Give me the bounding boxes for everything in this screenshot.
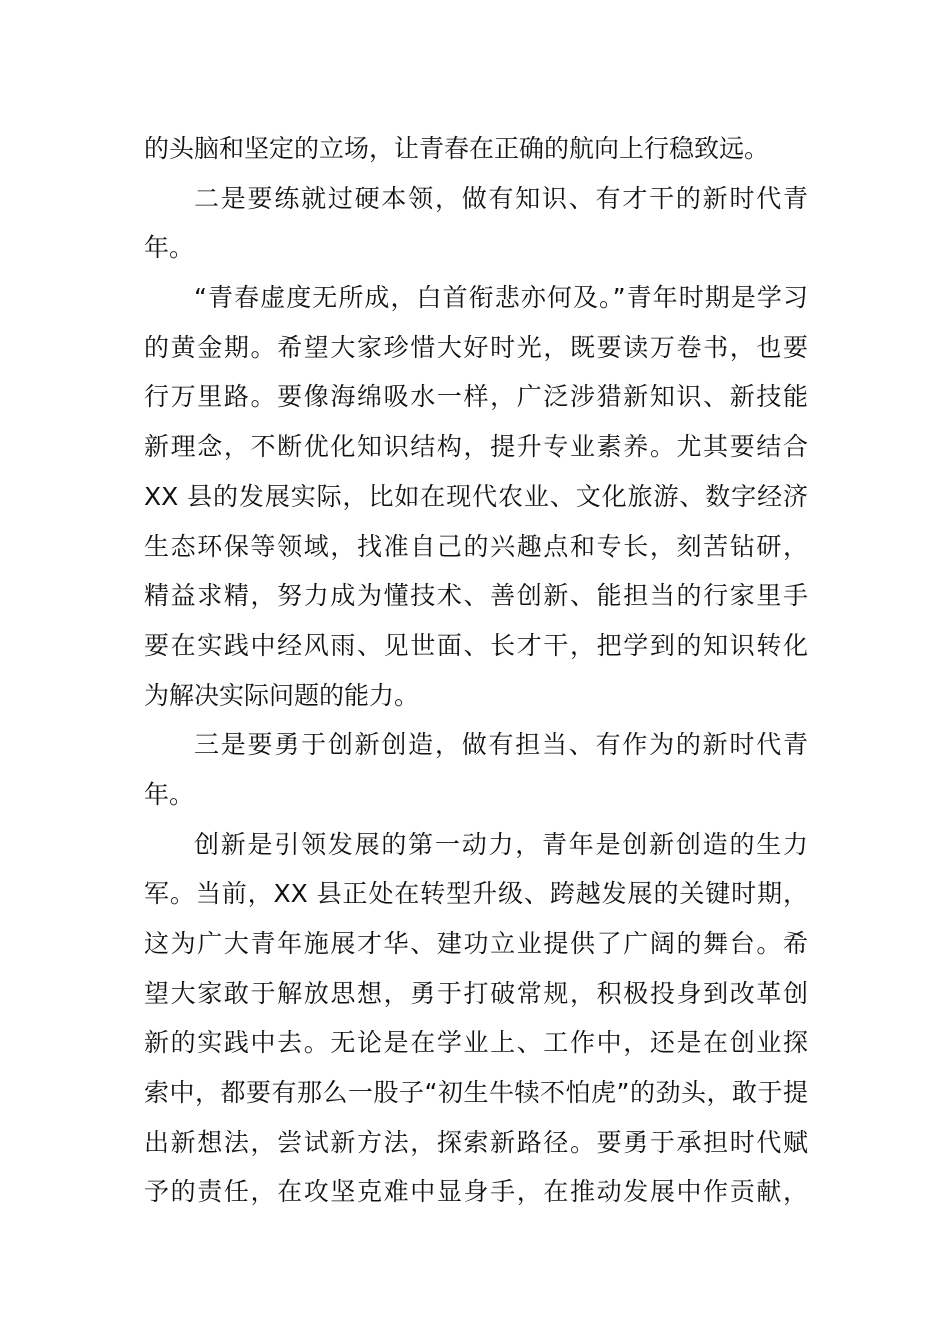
text-line: 精益求精，努力成为懂技术、善创新、能担当的行家里手 — [144, 581, 808, 611]
text-line: 的黄金期。希望大家珍惜大好时光，既要读万卷书，也要 — [144, 332, 808, 362]
text-line: 的头脑和坚定的立场，让青春在正确的航向上行稳致远。 — [144, 134, 770, 163]
text-line: 二是要练就过硬本领，做有知识、有才干的新时代青 — [194, 183, 808, 213]
text-line: 要在实践中经风雨、见世面、长才干，把学到的知识转化 — [144, 630, 808, 660]
text-line: 索中，都要有那么一股子“初生牛犊不怕虎”的劲头，敢于提 — [144, 1078, 808, 1108]
text-line: 新的实践中去。无论是在学业上、工作中，还是在创业探 — [144, 1028, 808, 1058]
text-line: 军。当前，XX 县正处在转型升级、跨越发展的关键时期， — [144, 879, 808, 909]
text-line: 生态环保等领域，找准自己的兴趣点和专长，刻苦钻研， — [144, 531, 808, 561]
text-line: 出新想法，尝试新方法，探索新路径。要勇于承担时代赋 — [144, 1127, 808, 1157]
text-line: 行万里路。要像海绵吸水一样，广泛涉猎新知识、新技能 — [144, 382, 808, 412]
document-body — [144, 124, 808, 1217]
text-line: XX 县的发展实际，比如在现代农业、文化旅游、数字经济 — [144, 481, 808, 511]
text-line: 三是要勇于创新创造，做有担当、有作为的新时代青 — [194, 730, 808, 760]
text-line: 年。 — [144, 233, 195, 263]
text-line: 予的责任，在攻坚克难中显身手，在推动发展中作贡献， — [144, 1177, 808, 1207]
text-line: 望大家敢于解放思想，勇于打破常规，积极投身到改革创 — [144, 978, 808, 1008]
text-line: 这为广大青年施展才华、建功立业提供了广阔的舞台。希 — [144, 929, 808, 958]
text-line: 为解决实际问题的能力。 — [144, 680, 420, 710]
text-line: 年。 — [144, 779, 195, 809]
text-line: “青春虚度无所成，白首衔悲亦何及。”青年时期是学习 — [194, 283, 808, 313]
text-line: 创新是引领发展的第一动力，青年是创新创造的生力 — [194, 829, 808, 859]
text-line: 新理念，不断优化知识结构，提升专业素养。尤其要结合 — [144, 432, 808, 462]
